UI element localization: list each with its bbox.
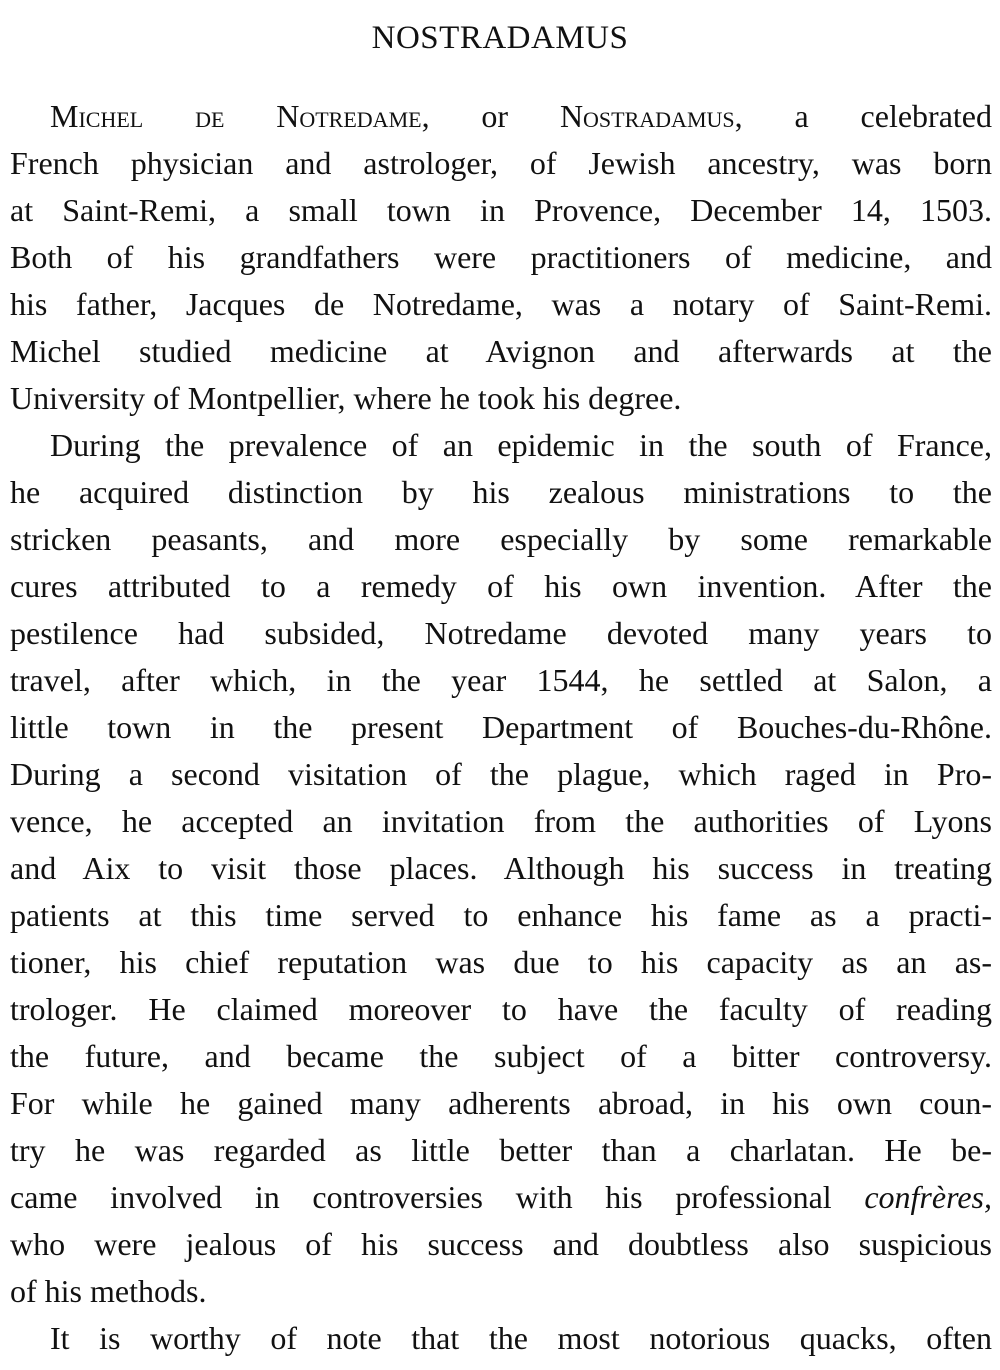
paragraph-2-line-2: he acquired distinction by his zealous ministrations to the (10, 474, 992, 510)
paragraph-3-line-1: It is worthy of note that the most notorious quacks, often (50, 1320, 992, 1356)
connector-text: or (429, 98, 560, 134)
paragraph-1-line-6: Michel studied medicine at Avignon and afterwards at the (10, 333, 992, 369)
paragraph-2-line-1: During the prevalence of an epidemic in the south of France, (50, 427, 992, 463)
paragraph-1-line-1 (50, 92, 992, 140)
paragraph-2-line-12: tioner, his chief reputation was due to his capacity as an as- (10, 944, 992, 980)
paragraph-2-line-17 (10, 1173, 992, 1221)
paragraph-2-line-18: who were jealous of his success and doubtless also suspicious (10, 1226, 992, 1262)
paragraph-2-line-13: trologer. He claimed moreover to have the faculty of reading (10, 991, 992, 1027)
author-name-nostradamus: Nostradamus, (559, 98, 743, 134)
paragraph-2-line-19: of his methods. (10, 1273, 207, 1309)
paragraph-2-line-7: little town in the present Department of Bouches-du-Rhône. (10, 709, 992, 745)
paragraph-2-line-4: cures attributed to a remedy of his own invention. After the (10, 568, 992, 604)
paragraph-1-line-5: his father, Jacques de Notredame, was a notary of Saint-Remi. (10, 286, 992, 322)
paragraph-1-line-2: French physician and astrologer, of Jewish ancestry, was born (10, 145, 992, 181)
paragraph-2-line-3: stricken peasants, and more especially by some remarkable (10, 521, 992, 557)
line-text: came involved in controversies with his professional (10, 1179, 865, 1215)
line-text: a celebrated (742, 98, 992, 134)
paragraph-2-line-6: travel, after which, in the year 1544, he settled at Salon, a (10, 662, 992, 698)
paragraph-2-line-16: try he was regarded as little better than a charlatan. He be- (10, 1132, 992, 1168)
page-title: NOSTRADAMUS (371, 20, 629, 56)
paragraph-2-line-14: the future, and became the subject of a bitter controversy. (10, 1038, 992, 1074)
paragraph-2-line-11: patients at this time served to enhance his fame as a practi- (10, 897, 992, 933)
paragraph-1-line-4: Both of his grandfathers were practitioners of medicine, and (10, 239, 992, 275)
paragraph-2-line-15: For while he gained many adherents abroad, in his own coun- (10, 1085, 992, 1121)
paragraph-2-line-9: vence, he accepted an invitation from the authorities of Lyons (10, 803, 992, 839)
author-name-notredame: Michel de Notredame, (50, 98, 430, 134)
paragraph-1-line-7: University of Montpellier, where he took his degree. (10, 380, 682, 416)
paragraph-2-line-8: During a second visitation of the plague, which raged in Pro- (10, 756, 992, 792)
paragraph-2-line-10: and Aix to visit those places. Although his success in treating (10, 850, 992, 886)
paragraph-1-line-3: at Saint-Remi, a small town in Provence, December 14, 1503. (10, 192, 992, 228)
paragraph-2-line-5: pestilence had subsided, Notredame devoted many years to (10, 615, 992, 651)
italic-word-confreres: confrères, (864, 1179, 992, 1215)
